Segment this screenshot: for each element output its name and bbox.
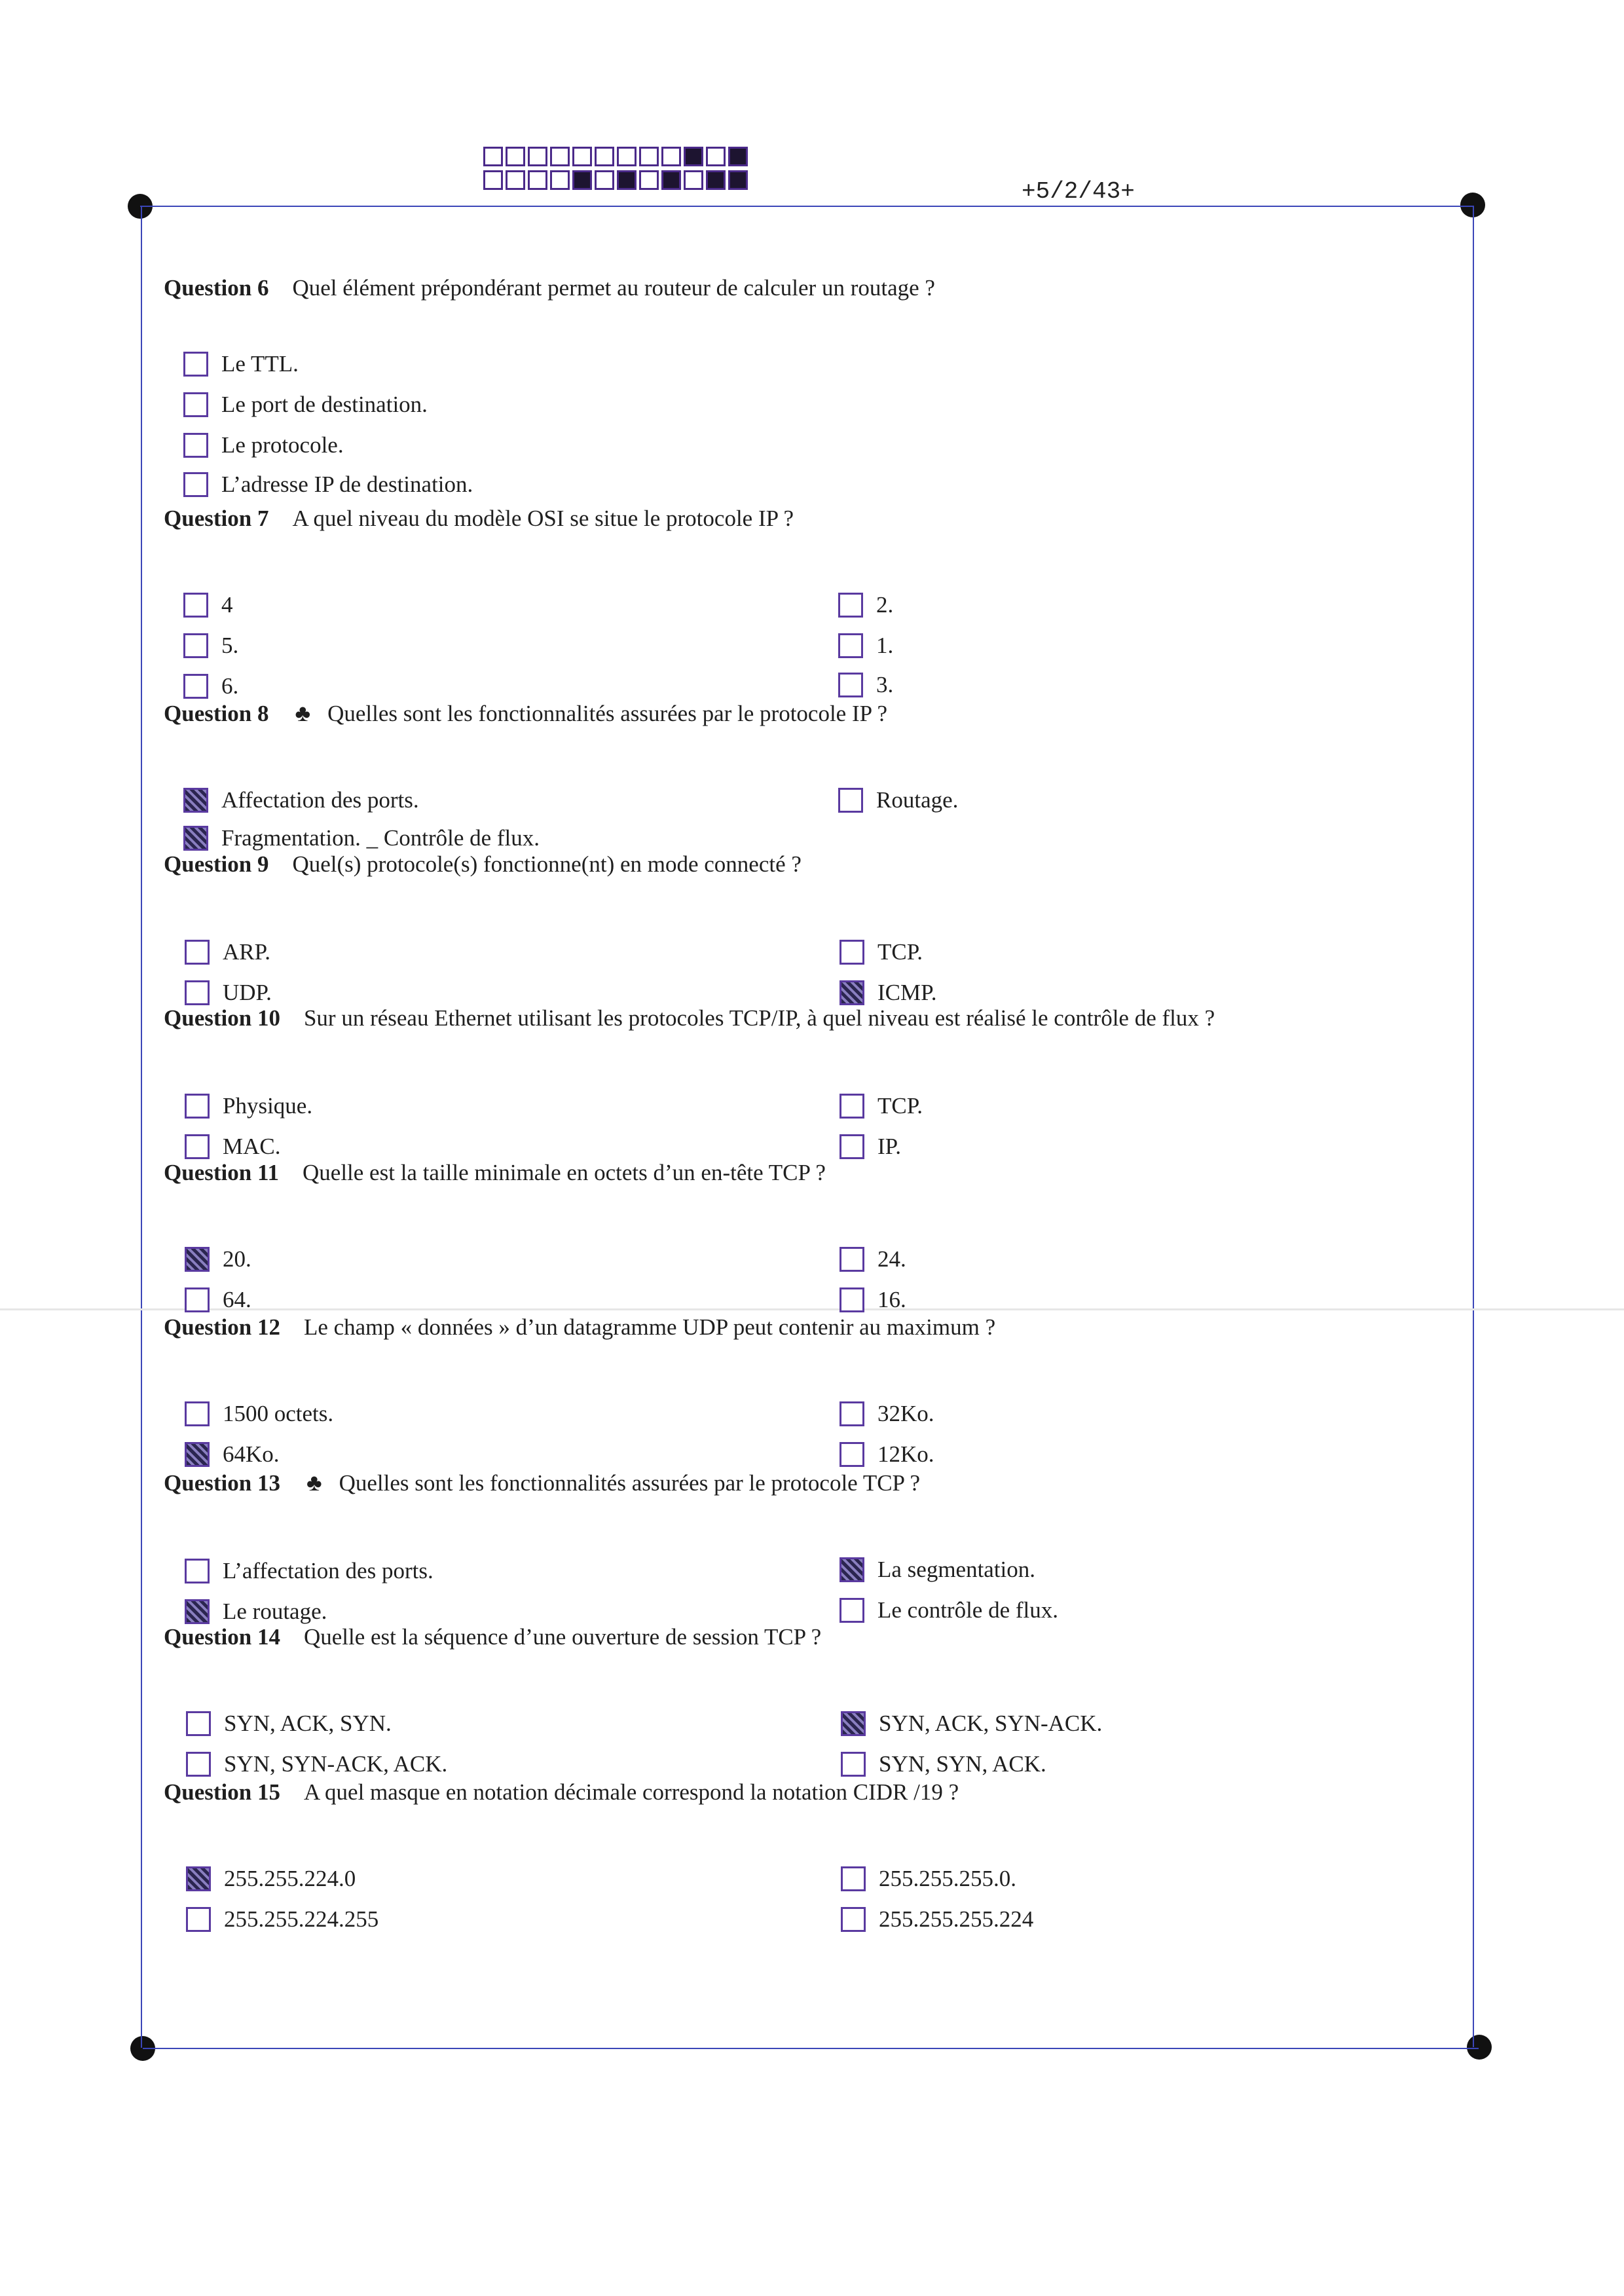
checkbox[interactable] [838,633,863,658]
answer-text: UDP. [223,980,272,1005]
checkbox[interactable] [185,1442,210,1467]
checkbox[interactable] [840,980,864,1005]
answer-text: 1. [876,633,894,658]
question-header [164,1160,826,1186]
answer-option[interactable] [186,1866,356,1892]
answer-text: 20. [223,1246,251,1272]
answer-option[interactable] [840,1441,934,1468]
club-icon: ♣ [306,1470,322,1496]
answer-text: Le contrôle de flux. [877,1597,1059,1623]
answer-text: Le TTL. [221,351,299,377]
question-header [164,851,802,878]
answer-option[interactable] [838,672,893,698]
code-box [706,147,726,166]
code-box [528,147,547,166]
answer-text: SYN, SYN-ACK, ACK. [224,1751,448,1777]
checkbox[interactable] [185,1287,210,1312]
answer-option[interactable] [185,939,270,965]
frame-right [1473,206,1474,2047]
checkbox[interactable] [186,1907,211,1932]
question-label: Question 12 [164,1314,280,1340]
question-header [164,275,935,301]
answer-text: 6. [221,673,239,699]
code-box [684,170,703,190]
answer-option[interactable] [183,351,299,377]
checkbox[interactable] [840,1247,864,1272]
answer-option[interactable] [840,1093,923,1119]
code-box [483,147,503,166]
answer-text: MAC. [223,1134,281,1159]
code-box [550,147,570,166]
answer-option[interactable] [183,472,473,498]
answer-option[interactable] [183,432,344,458]
answer-text: L’affectation des ports. [223,1558,434,1583]
answer-option[interactable] [840,1401,934,1427]
answer-text: 16. [877,1287,906,1312]
answer-option[interactable] [838,633,893,659]
corner-mark-bottom-right [1467,2035,1492,2060]
code-box [528,170,547,190]
answer-option[interactable] [840,939,923,965]
checkbox[interactable] [840,1598,864,1623]
checkbox[interactable] [840,1557,864,1582]
question-label: Question 14 [164,1624,280,1650]
checkbox[interactable] [185,1247,210,1272]
code-box [595,147,614,166]
frame-bottom [143,2048,1479,2049]
answer-text: 3. [876,672,894,697]
answer-option[interactable] [841,1711,1102,1737]
answer-text: 255.255.224.0 [224,1866,356,1891]
answer-text: 64. [223,1287,251,1312]
question-text: Quel élément prépondérant permet au routeur de calculer un routage ? [292,275,935,301]
answer-option[interactable] [838,787,958,813]
question-8 [164,699,959,851]
answer-text: ARP. [223,939,270,965]
answer-text: L’adresse IP de destination. [221,472,473,497]
checkbox[interactable] [185,1401,210,1426]
answer-text: Le port de destination. [221,392,428,417]
question-text: Le champ « données » d’un datagramme UDP peut contenir au maximum ? [303,1314,996,1340]
question-label: Question 6 [164,275,269,301]
checkbox[interactable] [185,940,210,965]
answer-text: 255.255.255.224 [879,1906,1034,1932]
question-label: Question 7 [164,506,269,531]
answer-text: Routage. [876,787,959,813]
checkbox[interactable] [183,472,208,497]
answer-text: IP. [877,1134,901,1159]
checkbox[interactable] [185,1559,210,1583]
answer-option[interactable] [185,1401,333,1427]
answer-text: 5. [221,633,239,658]
checkbox[interactable] [183,788,208,813]
checkbox[interactable] [840,1094,864,1119]
answer-text: TCP. [877,1093,923,1119]
checkbox[interactable] [185,1134,210,1159]
question-label: Question 10 [164,1005,280,1031]
answer-text: 64Ko. [223,1441,280,1467]
question-text: Quelle est la séquence d’une ouverture de session TCP ? [303,1624,822,1650]
code-box [617,147,637,166]
question-text: Quelle est la taille minimale en octets d’un en-tête TCP ? [303,1160,826,1185]
checkbox[interactable] [185,1094,210,1119]
answer-option[interactable] [183,825,540,851]
question-text: A quel niveau du modèle OSI se situe le protocole IP ? [292,506,794,531]
answer-text: Le routage. [223,1599,327,1624]
checkbox[interactable] [183,674,208,699]
answer-option[interactable] [185,1134,281,1160]
question-header [164,699,887,727]
question-header [164,1005,1215,1031]
question-15 [164,1779,1034,1932]
checkbox[interactable] [840,1134,864,1159]
question-12 [164,1314,996,1467]
question-label: Question 8 [164,701,269,726]
question-text: Quelles sont les fonctionnalités assurées par le protocole TCP ? [339,1470,921,1496]
answer-text: Le protocole. [221,432,344,458]
question-9 [164,851,937,1005]
checkbox[interactable] [838,788,863,813]
answer-text: ICMP. [877,980,937,1005]
answer-text: Physique. [223,1093,313,1119]
question-label: Question 11 [164,1160,280,1185]
checkbox[interactable] [841,1752,866,1777]
code-row-1 [483,147,748,166]
checkbox[interactable] [183,352,208,377]
question-header [164,506,794,532]
code-box-filled [661,170,681,190]
answer-option[interactable] [186,1711,392,1737]
checkbox[interactable] [841,1866,866,1891]
frame-top [140,206,1473,207]
checkbox[interactable] [183,392,208,417]
answer-text: 4 [221,592,233,618]
checkbox[interactable] [838,593,863,618]
checkbox[interactable] [841,1907,866,1932]
answer-option[interactable] [185,980,272,1006]
sheet-id: +5/2/43+ [1022,178,1135,205]
checkbox[interactable] [841,1711,866,1736]
answer-option[interactable] [186,1751,447,1777]
checkbox[interactable] [186,1711,211,1736]
question-14 [164,1624,1103,1777]
answer-option[interactable] [186,1906,378,1933]
answer-text: 32Ko. [877,1401,934,1426]
answer-text: 2. [876,592,894,618]
checkbox[interactable] [840,1442,864,1467]
code-box [572,147,592,166]
answer-option[interactable] [185,1441,280,1468]
code-box [595,170,614,190]
code-box [661,147,681,166]
answer-text: Fragmentation. _ Contrôle de flux. [221,825,540,851]
checkbox[interactable] [840,1401,864,1426]
question-label: Question 9 [164,851,269,877]
answer-option[interactable] [183,633,238,659]
question-text: Sur un réseau Ethernet utilisant les protocoles TCP/IP, à quel niveau est réalisé le contrôle de flux ? [303,1005,1215,1031]
answer-option[interactable] [840,1134,901,1160]
answer-option[interactable] [840,980,936,1006]
code-box-filled [684,147,703,166]
answer-option[interactable] [840,1246,906,1272]
code-box-filled [706,170,726,190]
answer-option[interactable] [185,1558,434,1584]
sheet-code-boxes [483,147,748,194]
question-header [164,1779,959,1805]
code-box [639,170,659,190]
question-7 [164,506,894,699]
answer-option[interactable] [183,787,419,813]
answer-text: La segmentation. [877,1557,1036,1582]
answer-option[interactable] [840,1557,1035,1583]
checkbox[interactable] [183,433,208,458]
question-text: Quel(s) protocole(s) fonctionne(nt) en mode connecté ? [292,851,802,877]
code-box-filled [572,170,592,190]
code-box [550,170,570,190]
answer-option[interactable] [185,1287,251,1313]
question-11 [164,1160,906,1312]
checkbox[interactable] [183,593,208,618]
code-row-2 [483,170,748,190]
answer-option[interactable] [838,592,893,618]
checkbox[interactable] [186,1866,211,1891]
answer-option[interactable] [185,1599,327,1625]
checkbox[interactable] [183,826,208,851]
question-text: Quelles sont les fonctionnalités assurées par le protocole IP ? [327,701,888,726]
checkbox[interactable] [185,1599,210,1624]
code-box-filled [617,170,637,190]
code-box [506,170,525,190]
answer-text: 255.255.224.255 [224,1906,379,1932]
code-box [483,170,503,190]
answer-option[interactable] [185,1246,251,1272]
code-box-filled [728,170,748,190]
checkbox[interactable] [186,1752,211,1777]
question-header [164,1469,920,1496]
answer-option[interactable] [841,1866,1016,1892]
answer-text: SYN, ACK, SYN-ACK. [879,1711,1103,1736]
checkbox[interactable] [183,633,208,658]
answer-text: SYN, SYN, ACK. [879,1751,1046,1777]
checkbox[interactable] [840,1287,864,1312]
answer-option[interactable] [185,1093,312,1119]
answer-option[interactable] [183,392,428,418]
question-10 [164,1005,1215,1159]
checkbox[interactable] [838,673,863,697]
question-label: Question 13 [164,1470,280,1496]
answer-text: 1500 octets. [223,1401,334,1426]
answer-option[interactable] [841,1906,1033,1933]
question-header [164,1624,821,1650]
answer-option[interactable] [183,673,238,699]
answer-option[interactable] [840,1287,906,1313]
answer-option[interactable] [183,592,233,618]
code-box [506,147,525,166]
answer-text: TCP. [877,939,923,965]
question-label: Question 15 [164,1779,280,1805]
answer-option[interactable] [840,1597,1058,1623]
answer-text: 255.255.255.0. [879,1866,1016,1891]
code-box [639,147,659,166]
answer-text: 24. [877,1246,906,1272]
checkbox[interactable] [185,980,210,1005]
answer-text: Affectation des ports. [221,787,419,813]
code-box-filled [728,147,748,166]
frame-left [141,206,142,2048]
question-6 [164,275,935,497]
club-icon: ♣ [295,700,311,726]
checkbox[interactable] [840,940,864,965]
answer-text: SYN, ACK, SYN. [224,1711,392,1736]
question-text: A quel masque en notation décimale correspond la notation CIDR /19 ? [303,1779,959,1805]
answer-text: 12Ko. [877,1441,934,1467]
question-header [164,1314,995,1341]
question-13 [164,1469,1059,1624]
answer-option[interactable] [841,1751,1046,1777]
